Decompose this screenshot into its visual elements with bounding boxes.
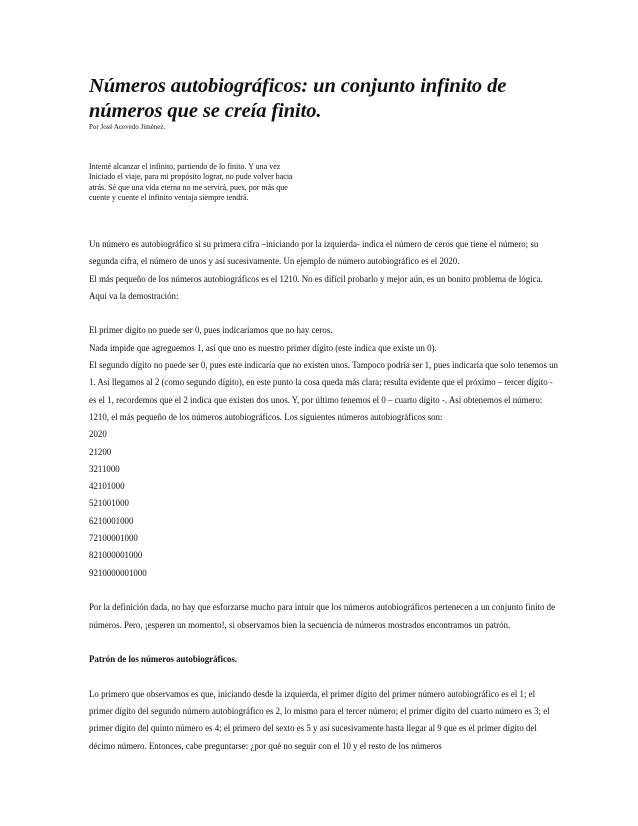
article-title: Números autobiográficos: un conjunto infinito de números que se creía finito.	[89, 75, 507, 122]
number-item: 72100001000	[89, 533, 138, 544]
paragraph-first-digit: El primer dígito no puede ser 0, pues indicaríamos que no hay ceros.	[89, 325, 333, 336]
number-item: 6210001000	[89, 515, 134, 526]
paragraph-pattern: Lo primero que observamos es que, iniciando desde la izquierda, el primer dígito del primer número autobiográfico es el 1; el primer dígito del segundo número autobiográfico es 2, lo mismo para el tercer número; el primer dígito del cuarto número es 3; el primer dígito del quinto número es 4; el primero del sexto es 5 y así sucesivamente hasta llegar al 9 que es el primer dígito del décimo número. Entonces, cabe preguntarse: ¿por qué no seguir con el 10 y el resto de los números	[89, 688, 550, 751]
number-item: 9210000001000	[89, 567, 147, 578]
number-item: 42101000	[89, 481, 125, 492]
number-item: 21200	[89, 446, 112, 457]
article-body	[89, 236, 559, 755]
paragraph-definition: Un número es autobiográfico si su primera cifra –iniciando por la izquierda- indica el número de ceros que tiene el número; su segunda cifra, el número de unos y así sucesivamente. Un ejemplo de número autobiográfico es el 2020.	[89, 239, 539, 267]
number-item: 2020	[89, 429, 107, 440]
number-item: 821000001000	[89, 550, 143, 561]
paragraph-add-one: Nada impide que agreguemos 1, así que uno es nuestro primer dígito (este indica que existe un 0).	[89, 342, 437, 353]
number-item: 521001000	[89, 498, 129, 509]
epigraph: Intenté alcanzar el infinito, partiendo de lo finito. Y una vez Iniciado el viaje, para mi propósito lograr, no pude volver hacia atrás. Sé que una vida eterna no me servirá, pues, por más que cuente y cuente el infinito ventaja siempre tendrá.	[89, 162, 293, 203]
number-list	[89, 426, 559, 582]
byline: Por José Acevedo Jiménez.	[89, 123, 166, 131]
paragraph-finite-set: Por la definición dada, no hay que esforzarse mucho para intuir que los números autobiográficos pertenecen a un conjunto finito de números. Pero, ¡esperen un momento!, si observamos bien la secuencia de números mostrados encontramos un patrón.	[89, 602, 556, 630]
paragraph-smallest: El más pequeño de los números autobiográficos es el 1210. No es difícil probarlo y mejor aún, es un bonito problema de lógica. Aquí va la demostración:	[89, 273, 543, 301]
section-heading: Patrón de los números autobiográficos.	[89, 654, 237, 665]
paragraph-second-digit: El segundo dígito no puede ser 0, pues este indicaría que no existen unos. Tampoco podría ser 1, pues indicaría que solo tenemos un 1. Así llegamos al 2 (como segundo dígito), en este punto la cosa queda más clara; resulta evidente que el próximo – tercer dígito - es el 1, recordemos que el 2 indica que existen dos unos. Y, por último tenemos el 0 – cuarto dígito -. Así obtenemos el número: 1210, el más pequeño de los números autobiográficos. Los siguientes números autobiográficos son:	[89, 360, 558, 422]
number-item: 3211000	[89, 463, 120, 474]
